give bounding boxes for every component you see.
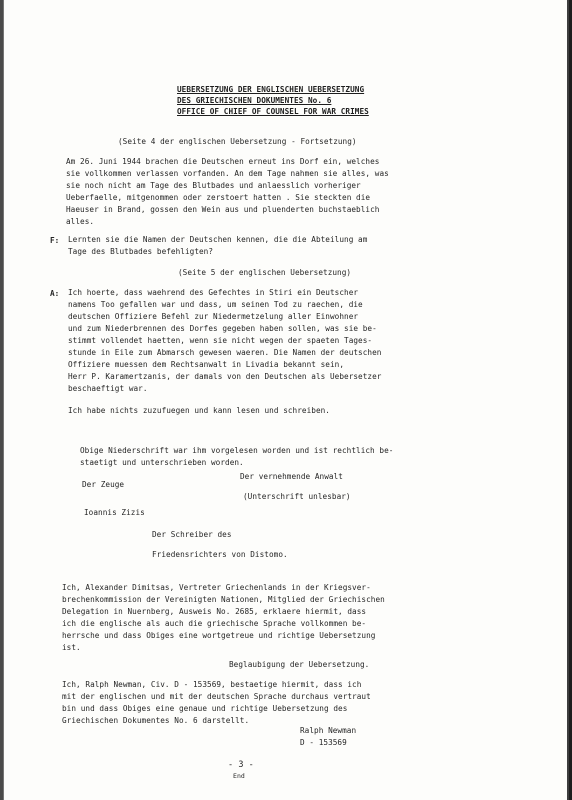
certification-line: Ich, Alexander Dimitsas, Vertreter Griechenlands in der Kriegsver- — [62, 583, 371, 592]
witness-label: Der Zeuge — [82, 480, 125, 489]
paragraph-line: alles. — [66, 217, 95, 226]
header-line-3: OFFICE OF CHIEF OF COUNSEL FOR WAR CRIMES — [177, 107, 369, 116]
scan-edge-left — [0, 0, 4, 800]
translation-heading: Beglaubigung der Uebersetzung. — [229, 660, 370, 669]
answer-label: A: — [50, 289, 60, 298]
closing-statement: Ich habe nichts zuzufuegen und kann lesen und schreiben. — [68, 406, 330, 415]
paragraph-line: Am 26. Juni 1944 brachen die Deutschen erneut ins Dorf ein, welches — [66, 157, 380, 166]
paragraph-line: Haeuser in Brand, gossen den Wein aus und pluenderten buchstaeblich — [66, 205, 380, 214]
answer-line: und zum Niederbrennen des Dorfes gegeben haben sollen, was sie be- — [68, 324, 377, 333]
answer-line: stimmt vollendet haetten, wenn sie nicht wegen der spaeten Tages- — [68, 336, 373, 345]
page-number: - 3 - — [228, 760, 254, 770]
paragraph-line: sie noch nicht am Tage des Blutbades und anlaesslich vorheriger — [66, 181, 361, 190]
signer-name: Ralph Newman — [300, 726, 357, 735]
page-end-mark: End — [233, 772, 245, 780]
question-label: F: — [50, 236, 60, 245]
continuation-note: (Seite 4 der englischen Uebersetzung - Fortsetzung) — [118, 137, 357, 146]
certification-line: ich die englische als auch die griechische Sprache vollkommen be- — [62, 619, 367, 628]
clerk-line-1: Der Schreiber des — [152, 530, 232, 539]
answer-line: deutschen Offiziere Befehl zur Niedermetzelung aller Einwohner — [68, 312, 359, 321]
paragraph-line: sie vollkommen verlassen vorfanden. An dem Tage nahmen sie alles, was — [66, 169, 389, 178]
witness-name: Ioannis Zizis — [84, 508, 145, 517]
signature-note: (Unterschrift unlesbar) — [243, 492, 351, 501]
translation-cert-line: Ich, Ralph Newman, Civ. D - 153569, bestaetige hiermit, dass ich — [62, 680, 362, 689]
certification-line: Delegation in Nuernberg, Ausweis No. 2685, erklaere hiermit, dass — [62, 607, 367, 616]
reading-note-line: Obige Niederschrift war ihm vorgelesen worden und ist rechtlich be- — [80, 446, 394, 455]
question-line: Lernten sie die Namen der Deutschen kennen, die die Abteilung am — [68, 235, 368, 244]
header-line-2: DES GRIECHISCHEN DOKUMENTES No. 6 — [177, 96, 332, 105]
answer-line: Ich hoerte, dass waehrend des Gefechtes in Stiri ein Deutscher — [68, 288, 359, 297]
reading-note-line: staetigt und unterschrieben worden. — [80, 458, 244, 467]
header-line-1: UEBERSETZUNG DER ENGLISCHEN UEBERSETZUNG — [177, 85, 365, 94]
certification-line: brechenkommission der Vereinigten Nationen, Mitglied der Griechischen — [62, 595, 385, 604]
translation-cert-line: mit der englischen und mit der deutschen Sprache durchaus vertraut — [62, 692, 371, 701]
lawyer-label: Der vernehmende Anwalt — [240, 472, 343, 481]
signer-id: D - 153569 — [300, 738, 347, 747]
translation-cert-line: Griechischen Dokumentes No. 6 darstellt. — [62, 716, 250, 725]
translation-cert-line: bin und dass Obiges eine genaue und richtige Uebersetzung des — [62, 704, 348, 713]
paragraph-line: Ueberfaelle, mitgenommen oder zerstoert hatten . Sie steckten die — [66, 193, 371, 202]
answer-line: Offiziere muessen dem Rechtsanwalt in Livadia bekannt sein, — [68, 360, 345, 369]
question-line: Tage des Blutbades befehligten? — [68, 247, 214, 256]
answer-line: beschaeftigt war. — [68, 384, 148, 393]
certification-line: ist. — [62, 643, 81, 652]
page-note: (Seite 5 der englischen Uebersetzung) — [178, 268, 352, 277]
answer-line: stunde in Eile zum Abmarsch gewesen waeren. Die Namen der deutschen — [68, 348, 382, 357]
answer-line: Herr P. Karamertzanis, der damals von den Deutschen als Uebersetzer — [68, 372, 382, 381]
certification-line: herrsche und dass Obiges eine wortgetreue und richtige Uebersetzung — [62, 631, 376, 640]
answer-line: namens Too gefallen war und dass, um seinen Tod zu raechen, die — [68, 300, 363, 309]
clerk-line-2: Friedensrichters von Distomo. — [152, 550, 288, 559]
scan-edge-right — [567, 0, 572, 800]
